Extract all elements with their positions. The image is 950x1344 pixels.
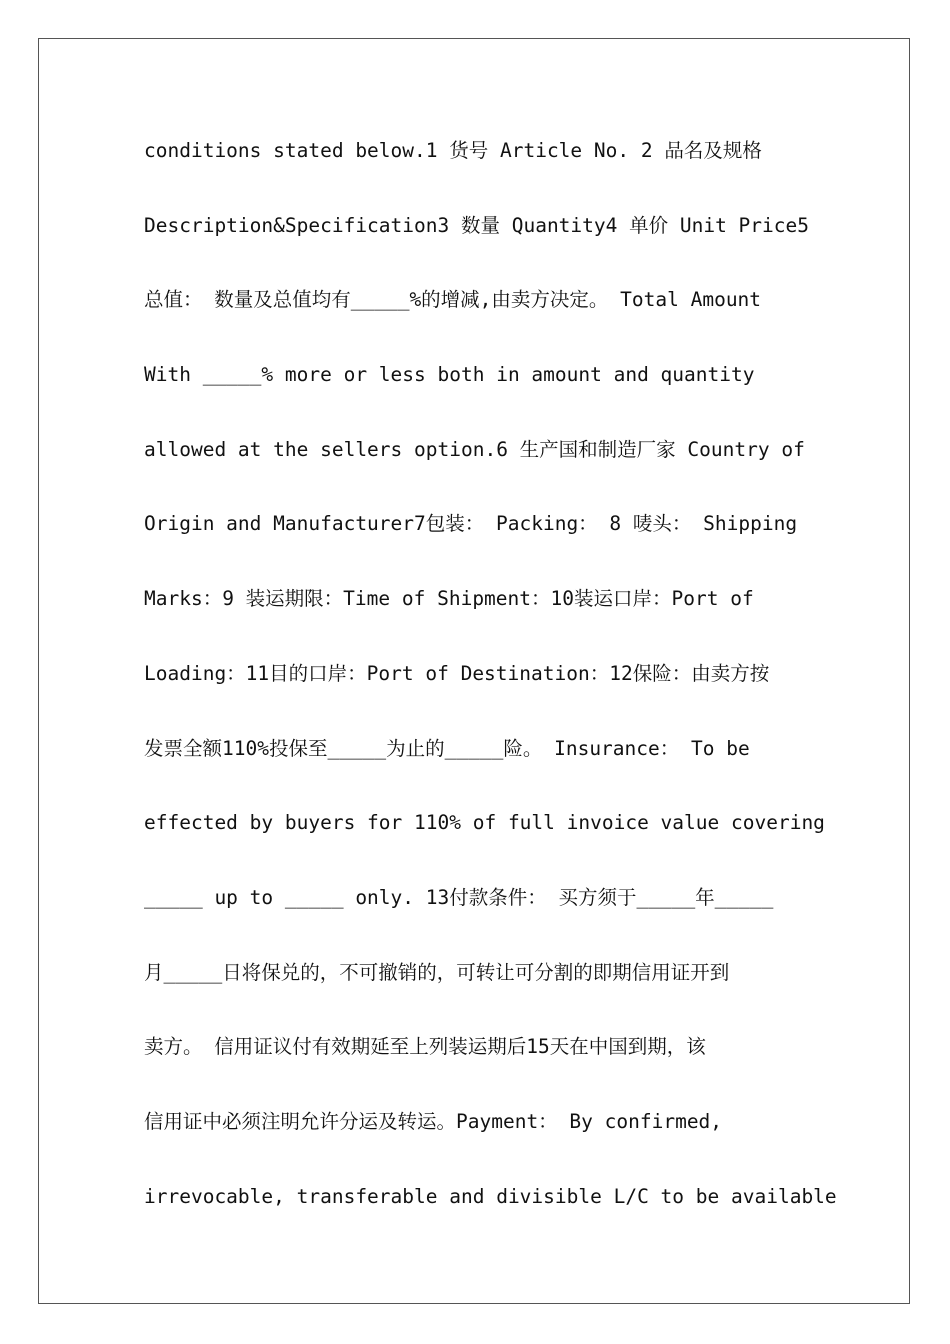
text-line: allowed at the sellers option.6 生产国和制造厂家 Country of <box>144 437 805 461</box>
text-line: _____ up to _____ only. 13付款条件： 买方须于_____年_____ <box>144 885 774 909</box>
text-line: Marks：9 装运期限：Time of Shipment：10装运口岸：Port of <box>144 587 754 611</box>
text-line: 卖方。 信用证议付有效期延至上列装运期后15天在中国到期，该 <box>144 1035 706 1059</box>
text-line: 总值： 数量及总值均有_____%的增减,由卖方决定。 Total Amount <box>144 288 762 312</box>
text-line: effected by buyers for 110% of full invoice value covering <box>144 811 825 835</box>
text-line: 发票全额110%投保至_____为止的_____险。 Insurance： To be <box>144 736 750 760</box>
text-line: Origin and Manufacturer7包装： Packing： 8 唛头： Shipping <box>144 512 798 536</box>
document-body <box>144 114 837 1234</box>
text-line: 月_____日将保兑的，不可撤销的，可转让可分割的即期信用证开到 <box>144 960 730 984</box>
text-line: Loading：11目的口岸：Port of Destination：12保险：由卖方按 <box>144 661 770 685</box>
text-line: irrevocable, transferable and divisible L/C to be available <box>144 1184 837 1208</box>
text-line: Description&Specification3 数量 Quantity4 单价 Unit Price5 <box>144 213 809 237</box>
text-line: conditions stated below.1 货号 Article No. 2 品名及规格 <box>144 139 762 162</box>
text-line: 信用证中必须注明允许分运及转运。Payment： By confirmed, <box>144 1109 723 1133</box>
text-line: With _____% more or less both in amount and quantity <box>144 363 755 387</box>
